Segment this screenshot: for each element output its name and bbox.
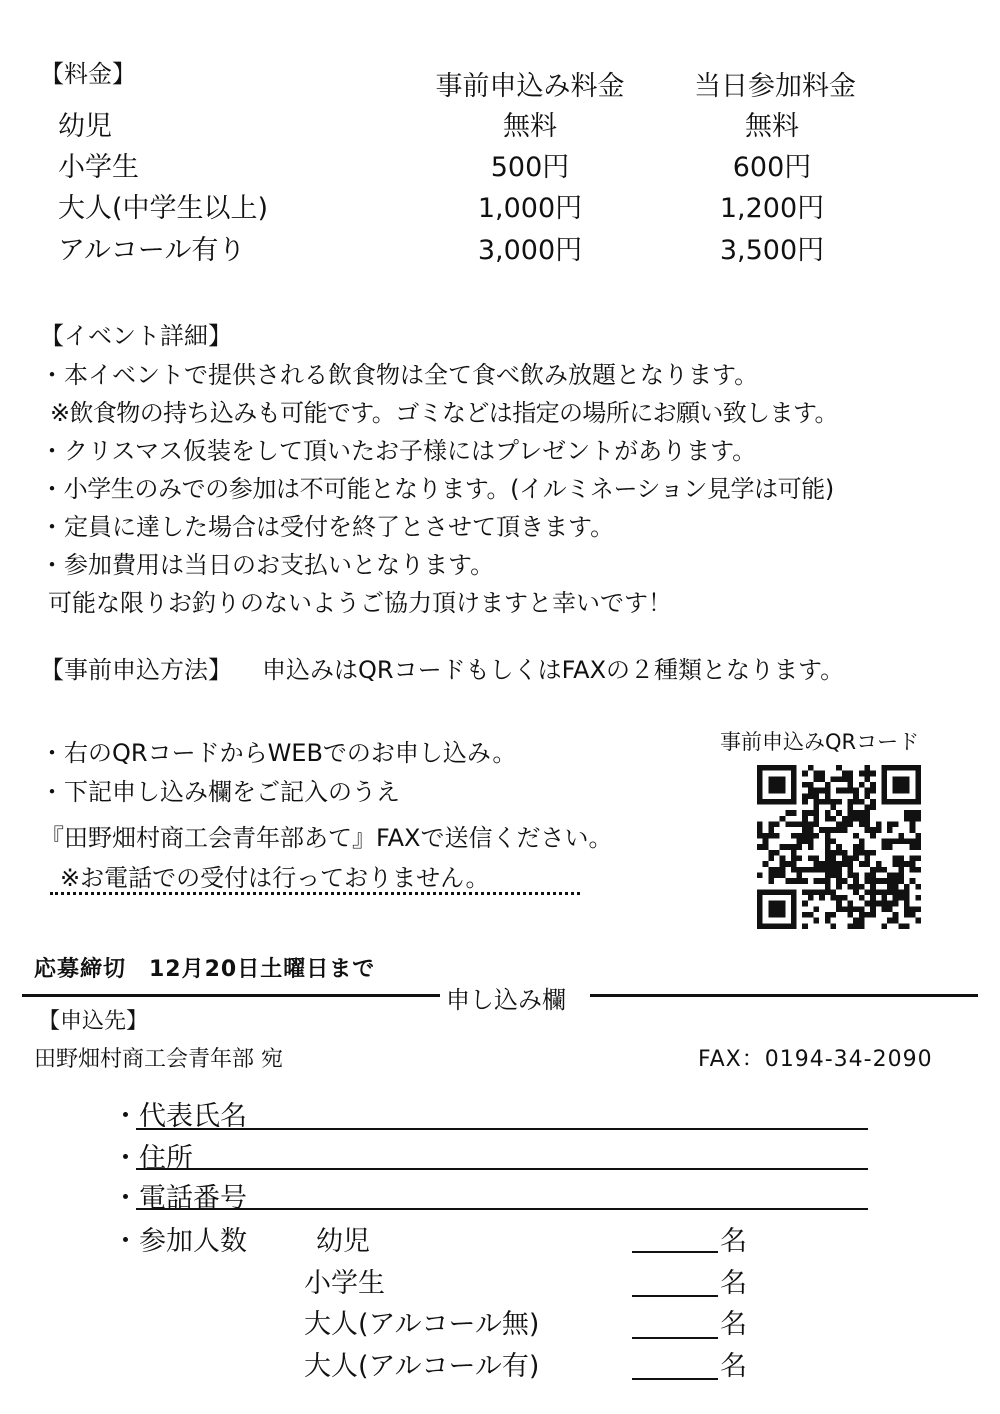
fee-heading: 【料金】	[40, 60, 136, 88]
detail-line: ※飲食物の持ち込みも可能です。ゴミなどは指定の場所にお願い致します。	[50, 399, 838, 427]
dotted-underline	[50, 892, 580, 895]
details-heading: 【イベント詳細】	[40, 322, 232, 350]
divider-right	[590, 994, 978, 997]
count-unit: 名	[720, 1309, 747, 1340]
fee-row-label: アルコール有り	[58, 235, 246, 266]
method-line: ※お電話での受付は行っておりません。	[60, 864, 490, 892]
fee-row-sameday: 600円	[732, 152, 812, 183]
count-blank[interactable]	[632, 1295, 718, 1297]
method-line: ・下記申し込み欄をご記入のうえ	[40, 778, 400, 806]
recipient-heading: 【申込先】	[38, 1009, 149, 1034]
deadline: 応募締切 12月20日土曜日まで	[34, 957, 376, 982]
count-row-label: 小学生	[304, 1268, 385, 1299]
field-phone-line[interactable]	[136, 1208, 868, 1210]
detail-line: ・定員に達した場合は受付を終了とさせて頂きます。	[40, 513, 615, 541]
field-address-label: ・住所	[112, 1143, 193, 1174]
fee-col-sameday: 当日参加料金	[694, 71, 856, 102]
fee-row-advance: 3,000円	[477, 235, 583, 266]
count-unit: 名	[720, 1351, 747, 1382]
fee-row-label: 幼児	[58, 111, 112, 142]
count-blank[interactable]	[632, 1251, 718, 1253]
fee-row-sameday: 1,200円	[719, 193, 825, 224]
count-row-label: 大人(アルコール無)	[304, 1309, 540, 1340]
field-phone-label: ・電話番号	[112, 1183, 247, 1214]
fee-row-advance: 1,000円	[477, 193, 583, 224]
method-heading: 【事前申込方法】	[40, 656, 232, 684]
count-unit: 名	[720, 1268, 747, 1299]
detail-line: 可能な限りお釣りのないようご協力頂けますと幸いです！	[48, 589, 672, 617]
fee-row-sameday: 3,500円	[719, 235, 825, 266]
detail-line: ・参加費用は当日のお支払いとなります。	[40, 551, 495, 579]
field-representative-line[interactable]	[136, 1128, 868, 1130]
count-row-label: 幼児	[316, 1226, 370, 1257]
detail-line: ・クリスマス仮装をして頂いたお子様にはプレゼントがあります。	[40, 437, 757, 465]
fax-number: FAX：0194-34-2090	[698, 1047, 933, 1072]
count-blank[interactable]	[632, 1378, 718, 1380]
fee-row-advance: 無料	[503, 111, 557, 142]
field-representative-label: ・代表氏名	[112, 1101, 247, 1132]
count-label: ・参加人数	[112, 1226, 247, 1257]
qr-label: 事前申込みQRコード	[720, 730, 920, 754]
count-unit: 名	[720, 1226, 747, 1257]
fee-row-label: 小学生	[58, 152, 139, 183]
fee-col-advance: 事前申込み料金	[435, 71, 625, 102]
method-line: 『田野畑村商工会青年部あて』FAXで送信ください。	[40, 824, 613, 852]
qr-code[interactable]	[757, 765, 921, 929]
method-line: ・右のQRコードからWEBでのお申し込み。	[40, 739, 517, 767]
fee-row-label: 大人(中学生以上)	[58, 193, 269, 224]
count-row-label: 大人(アルコール有)	[304, 1351, 540, 1382]
field-address-line[interactable]	[136, 1168, 868, 1170]
fee-row-sameday: 無料	[745, 111, 799, 142]
fee-row-advance: 500円	[490, 152, 570, 183]
method-text: 申込みはQRコードもしくはFAXの２種類となります。	[262, 656, 845, 684]
count-blank[interactable]	[632, 1337, 718, 1339]
detail-line: ・本イベントで提供される飲食物は全て食べ飲み放題となります。	[40, 361, 759, 389]
divider-left	[22, 994, 440, 997]
recipient-name: 田野畑村商工会青年部 宛	[34, 1047, 283, 1072]
detail-line: ・小学生のみでの参加は不可能となります。(イルミネーション見学は可能)	[40, 475, 834, 503]
form-title: 申し込み欄	[446, 986, 566, 1014]
